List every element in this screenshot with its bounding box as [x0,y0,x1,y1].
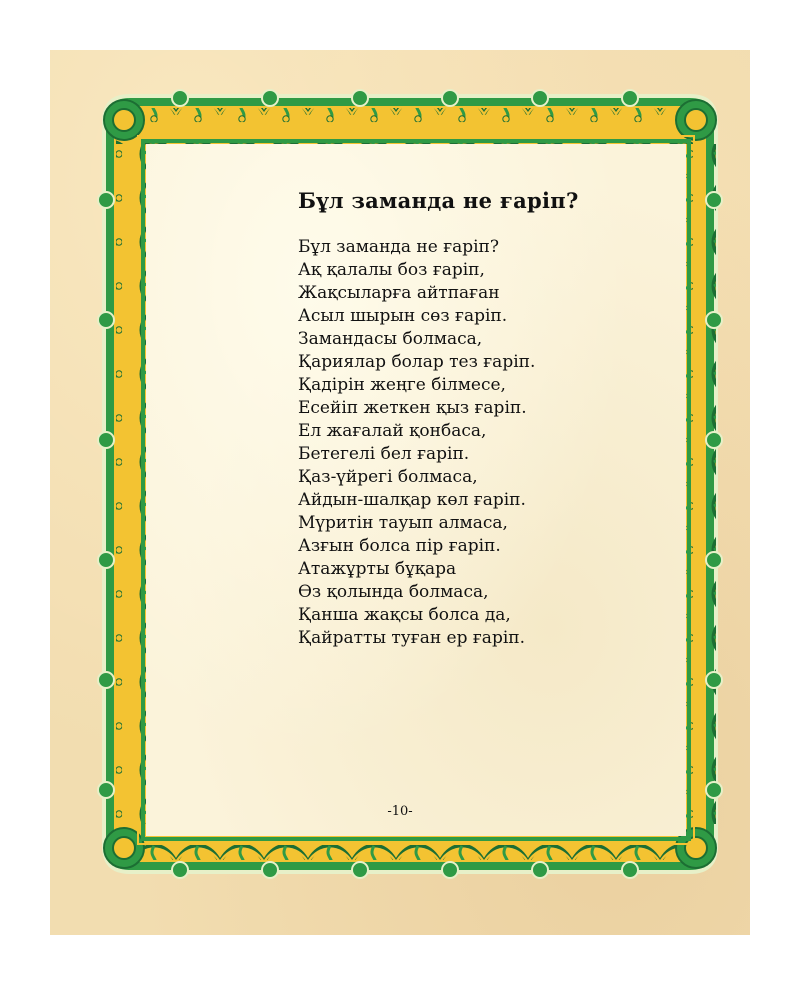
page-number: -10- [387,804,413,819]
poem-line: Қанша жақсы болса да, [298,605,511,625]
poem-line: Ел жағалай қонбаса, [298,421,487,441]
poem-line: Ақ қалалы боз ғаріп, [298,260,485,280]
poem-line: Атажұрты бұқара [298,559,457,579]
poem-line: Азғын болса пір ғаріп. [298,536,501,556]
poem-line: Есейіп жеткен қыз ғаріп. [298,398,527,418]
poem-line: Замандасы болмаса, [298,329,483,349]
poem [298,186,638,650]
poem-line: Бұл заманда не ғаріп? [298,237,499,257]
poem-line: Қариялар болар тез ғаріп. [298,352,536,372]
poem-line: Мүритін тауып алмаса, [298,513,508,533]
poem-line: Бетегелі бел ғаріп. [298,444,470,464]
poem-line: Қаз-үйрегі болмаса, [298,467,478,487]
poem-line: Айдын-шалқар көл ғаріп. [298,490,526,510]
poem-line: Қадірін жеңге білмесе, [298,375,506,395]
poem-line: Қайратты туған ер ғаріп. [298,628,525,648]
poem-line: Жақсыларға айтпаған [298,283,500,303]
poem-line: Асыл шырын сөз ғаріп. [298,306,508,326]
poem-line: Өз қолында болмаса, [298,582,489,602]
poem-title: Бұл заманда не ғаріп? [298,188,579,213]
poem-lines [298,236,638,650]
